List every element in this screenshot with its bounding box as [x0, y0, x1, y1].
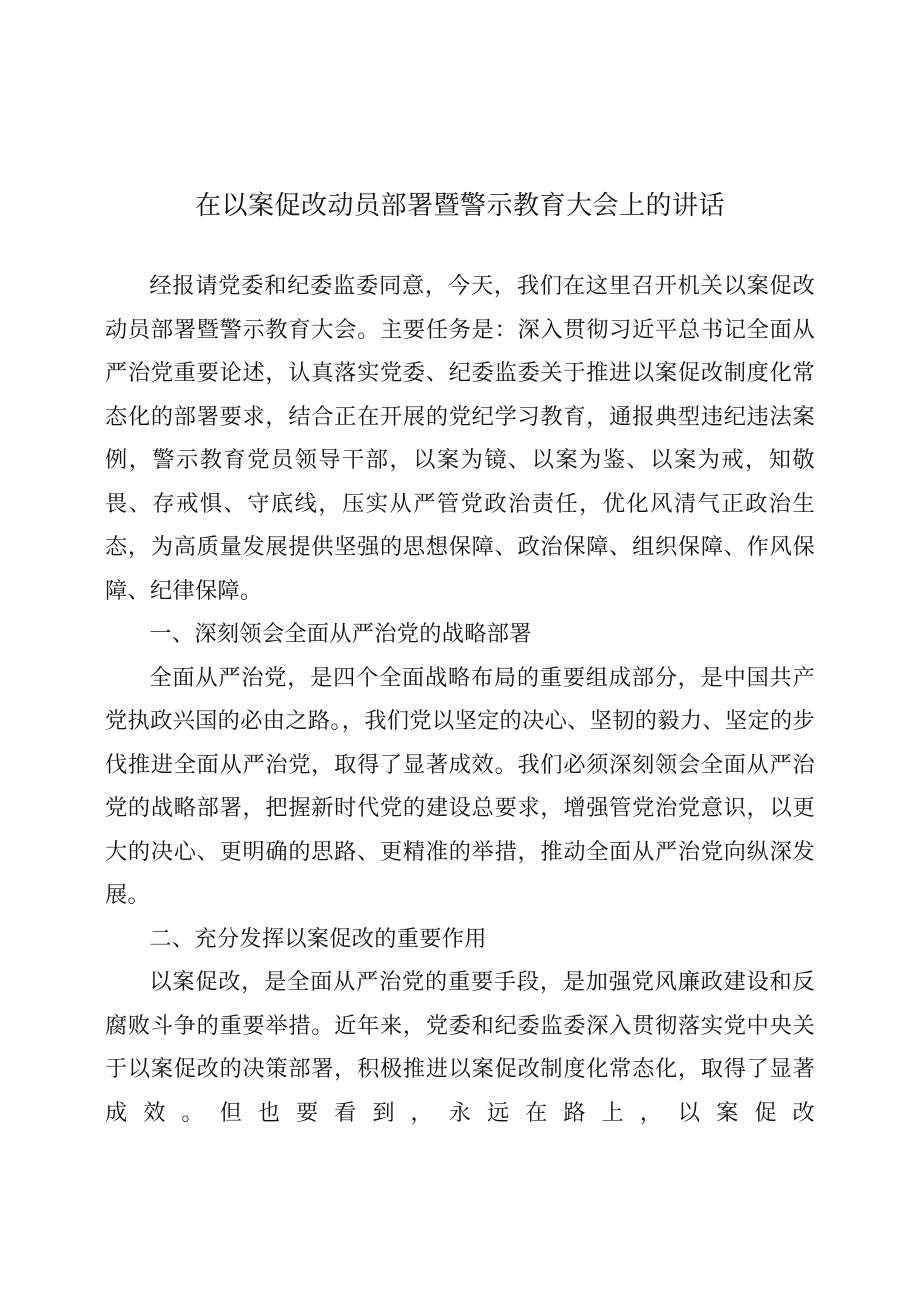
document-title: 在以案促改动员部署暨警示教育大会上的讲话	[194, 191, 725, 221]
section-heading-2: 二、充分发挥以案促改的重要作用	[149, 925, 487, 952]
section-1-paragraph: 全面从严治党，是四个全面战略布局的重要组成部分，是中国共产党执政兴国的必由之路。，我们党以坚定的决心、坚韧的毅力、坚定的步伐推进全面从严治党，取得了显著成效。我们必须深刻领会全面从严治党的战略部署，把握新时代党的建设总要求，增强管党治党意识，以更大的决心、更明确的思路、更精准的举措，推动全面从严治党向纵深发展。	[105, 664, 815, 908]
intro-paragraph: 经报请党委和纪委监委同意，今天，我们在这里召开机关以案促改动员部署暨警示教育大会。主要任务是：深入贯彻习近平总书记全面从严治党重要论述，认真落实党委、纪委监委关于推进以案促改制度化常态化的部署要求，结合正在开展的党纪学习教育，通报典型违纪违法案例，警示教育党员领导干部，以案为镜、以案为鉴、以案为戒，知敬畏、存戒惧、守底线，压实从严管党政治责任，优化风清气正政治生态，为高质量发展提供坚强的思想保障、政治保障、组织保障、作风保障、纪律保障。	[105, 273, 815, 604]
section-heading-1: 一、深刻领会全面从严治党的战略部署	[149, 621, 532, 647]
section-2-paragraph: 以案促改，是全面从严治党的重要手段，是加强党风廉政建设和反腐败斗争的重要举措。近年来，党委和纪委监委深入贯彻落实党中央关于以案促改的决策部署，积极推进以案促改制度化常态化，取得了显著成效。但也要看到，永远在路上，以案促改	[105, 969, 815, 1126]
document-body	[105, 265, 815, 1135]
